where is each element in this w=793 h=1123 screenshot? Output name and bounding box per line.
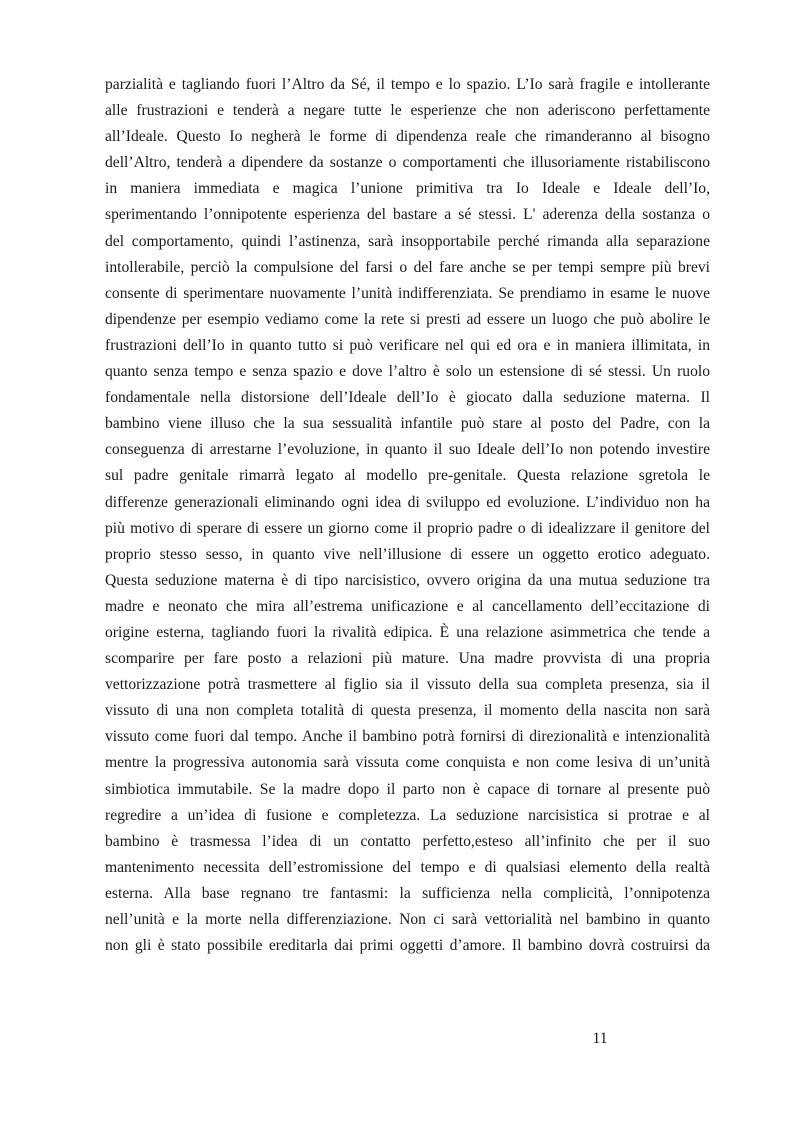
- text-line: nell’unità e la morte nella differenziazione. Non ci sarà vettorialità nel bambino in quanto: [105, 911, 710, 928]
- text-line: dipendenze per esempio vediamo come la rete si presti ad essere un luogo che può abolire le: [105, 310, 710, 328]
- text-line: madre e neonato che mira all’estrema unificazione e al cancellamento dell’eccitazione di: [105, 597, 710, 615]
- text-line: frustrazioni dell’Io in quanto tutto si può verificare nel qui ed ora e in maniera illimitata, in: [105, 336, 710, 354]
- text-line: del comportamento, quindi l’astinenza, sarà insopportabile perché rimanda alla separazione: [105, 232, 710, 250]
- text-line: intollerabile, perciò la compulsione del farsi o del fare anche se per tempi sempre più brevi: [105, 258, 710, 276]
- text-line: parzialità e tagliando fuori l’Altro da Sé, il tempo e lo spazio. L’Io sarà fragile e intollerante: [105, 76, 710, 93]
- text-line: quanto senza tempo e senza spazio e dove l’altro è solo un estensione di sé stessi. Un ruolo: [105, 363, 710, 381]
- text-line: più motivo di sperare di essere un giorno come il proprio padre o di idealizzare il genitore del: [105, 519, 710, 537]
- text-line: differenze generazionali eliminando ogni idea di sviluppo ed evoluzione. L’individuo non ha: [105, 493, 710, 511]
- text-line: bambino viene illuso che la sua sessualità infantile può stare al posto del Padre, con la: [105, 415, 710, 433]
- text-line: vissuto come fuori dal tempo. Anche il bambino potrà fornirsi di direzionalità e intenzionalità: [105, 728, 710, 746]
- text-line: sul padre genitale rimarrà legato al modello pre-genitale. Questa relazione sgretola le: [105, 467, 710, 485]
- text-line: mentre la progressiva autonomia sarà vissuta come conquista e non come lesiva di un’unità: [105, 754, 710, 772]
- text-line: non gli è stato possibile ereditarla dai primi oggetti d’amore. Il bambino dovrà costruirsi da: [105, 937, 710, 955]
- text-line: proprio stesso sesso, in quanto vive nell’illusione di essere un oggetto erotico adeguato.: [105, 545, 710, 563]
- text-line: consente di sperimentare nuovamente l’unità indifferenziata. Se prendiamo in esame le nuove: [105, 284, 710, 302]
- text-line: all’Ideale. Questo Io negherà le forme di dipendenza reale che rimanderanno al bisogno: [105, 128, 710, 146]
- text-line: esterna. Alla base regnano tre fantasmi: la sufficienza nella complicità, l’onnipotenza: [105, 884, 710, 902]
- text-line: in maniera immediata e magica l’unione primitiva tra Io Ideale e Ideale dell’Io,: [105, 180, 710, 198]
- text-line: vettorizzazione potrà trasmettere al figlio sia il vissuto della sua completa presenza, sia il: [105, 676, 710, 694]
- text-line: regredire a un’idea di fusione e completezza. La seduzione narcisistica si protrae e al: [105, 806, 710, 824]
- text-line: scomparire per fare posto a relazioni più mature. Una madre provvista di una propria: [105, 650, 710, 668]
- text-line: dell’Altro, tenderà a dipendere da sostanze o comportamenti che illusoriamente ristabiliscono: [105, 154, 710, 172]
- page-number: 11: [592, 1030, 608, 1047]
- text-line: conseguenza di arrestarne l’evoluzione, in quanto il suo Ideale dell’Io non potendo investire: [105, 441, 710, 459]
- text-line: simbiotica immutabile. Se la madre dopo il parto non è capace di tornare al presente può: [105, 780, 710, 798]
- text-line: mantenimento necessita dell’estromissione del tempo e di qualsiasi elemento della realtà: [105, 858, 710, 876]
- text-line: bambino è trasmessa l’idea di un contatto perfetto,esteso all’infinito che per il suo: [105, 832, 710, 850]
- text-line: fondamentale nella distorsione dell’Ideale dell’Io è giocato dalla seduzione materna. Il: [105, 389, 710, 407]
- text-line: alle frustrazioni e tenderà a negare tutte le esperienze che non aderiscono perfettamente: [105, 102, 710, 120]
- text-line: Questa seduzione materna è di tipo narcisistico, ovvero origina da una mutua seduzione tra: [105, 571, 710, 589]
- text-line: origine esterna, tagliando fuori la rivalità edipica. È una relazione asimmetrica che tende a: [105, 623, 710, 641]
- body-paragraph: [105, 72, 710, 959]
- text-line: sperimentando l’onnipotente esperienza del bastare a sé stessi. L' aderenza della sostanza o: [105, 206, 710, 224]
- text-line: vissuto di una non completa totalità di questa presenza, il momento della nascita non sarà: [105, 702, 710, 720]
